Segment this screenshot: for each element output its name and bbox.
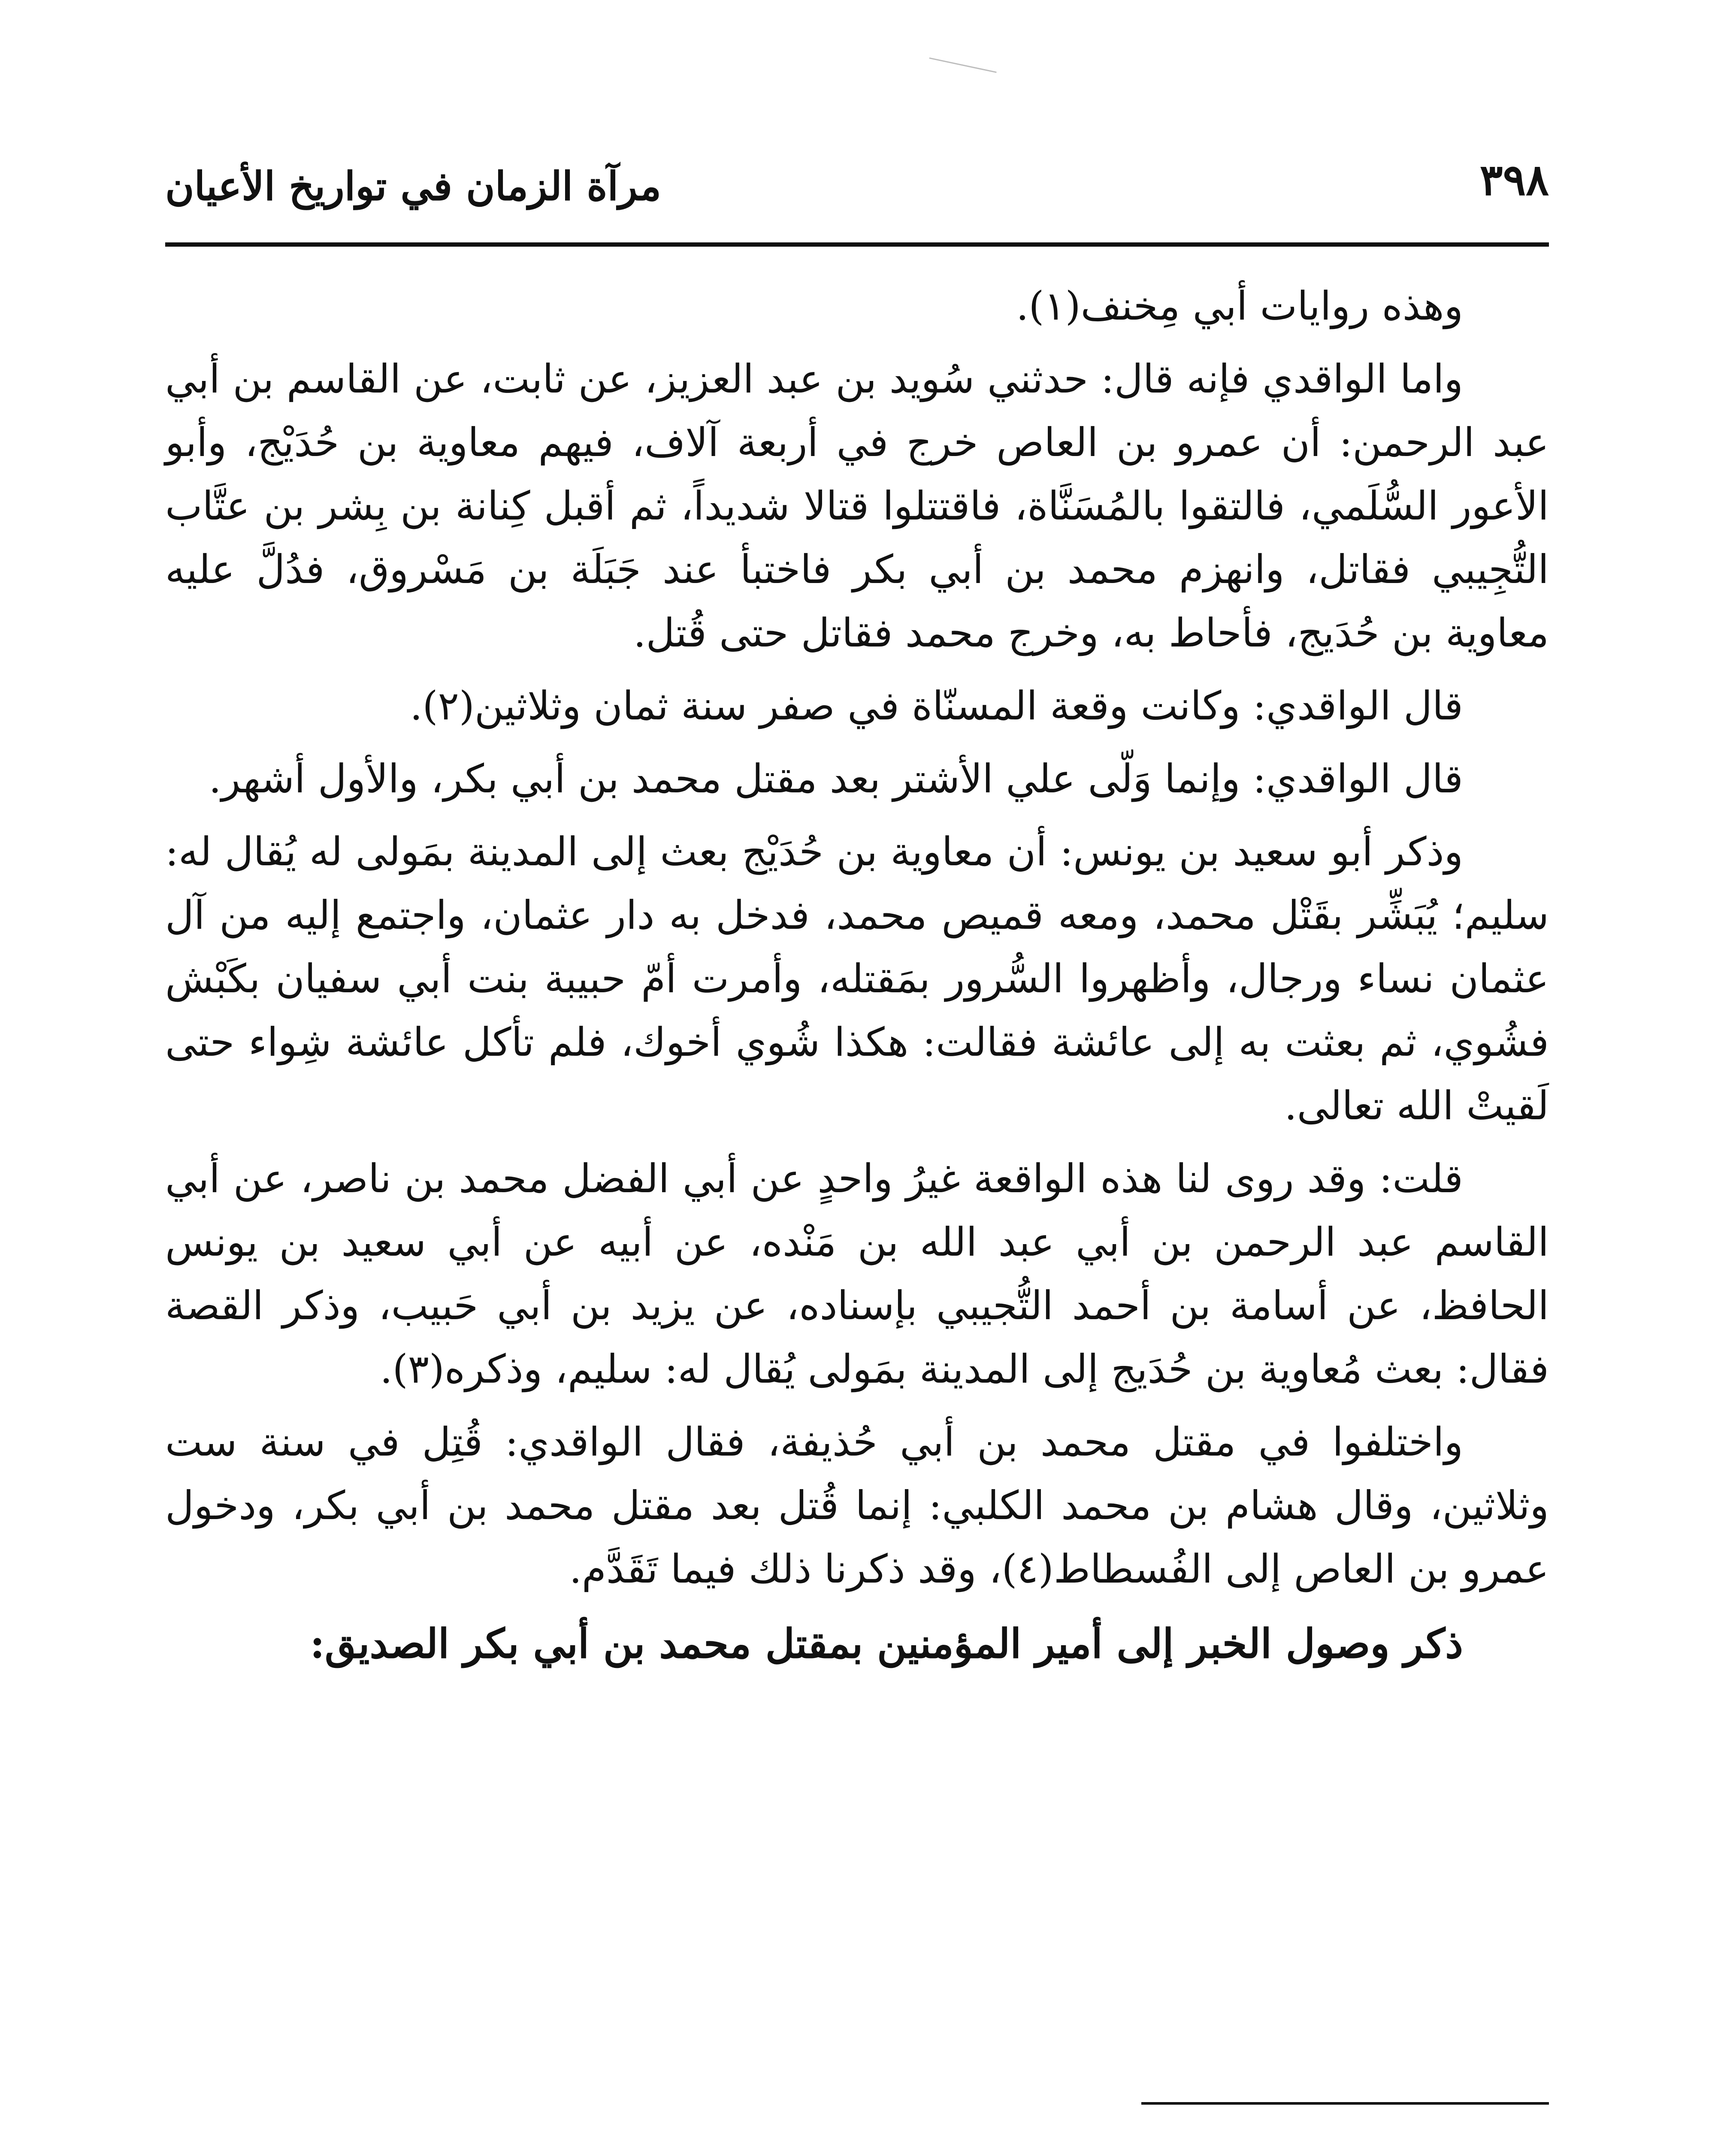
running-title: مرآة الزمان في تواريخ الأعيان xyxy=(165,163,662,209)
footnote xyxy=(165,2139,1549,2145)
paragraph: قال الواقدي: وكانت وقعة المسنّاة في صفر سنة ثمان وثلاثين(٢). xyxy=(410,683,1463,729)
paragraph: واختلفوا في مقتل محمد بن أبي حُذيفة، فقال الواقدي: قُتِل في سنة ست وثلاثين، وقال هشام بن محمد الكلبي: إنما قُتل بعد مقتل محمد بن أبي بكر، ودخول عمرو بن العاص إلى الفُسطاط(٤)، وقد ذكرنا ذلك فيما تَقَدَّم. xyxy=(165,1419,1549,1592)
page-header xyxy=(165,137,1549,247)
scan-mark xyxy=(925,57,996,90)
section-heading: ذكر وصول الخبر إلى أمير المؤمنين بمقتل محمد بن أبي بكر الصديق: xyxy=(310,1620,1463,1668)
footnotes xyxy=(165,2139,1549,2145)
footnote-divider xyxy=(1141,2102,1549,2105)
paragraph: واما الواقدي فإنه قال: حدثني سُويد بن عبد العزيز، عن ثابت، عن القاسم بن أبي عبد الرحمن: أن عمرو بن العاص خرج في أربعة آلاف، فيهم معاوية بن حُدَيْج، وأبو الأعور السُّلَمي، فالتقوا بالمُسَنَّاة، فاقتتلوا قتالا شديداً، ثم أقبل كِنانة بن بِشر بن عتَّاب التُّجِيبي فقاتل، وانهزم محمد بن أبي بكر فاختبأ عند جَبَلَة بن مَسْروق، فدُلَّ عليه معاوية بن حُدَيج، فأحاط به، وخرج محمد فقاتل حتى قُتل. xyxy=(165,356,1549,656)
page-number: ٣٩٨ xyxy=(1479,154,1549,205)
paragraph: وهذه روايات أبي مِخنف(١). xyxy=(1016,283,1463,329)
paragraph: وذكر أبو سعيد بن يونس: أن معاوية بن حُدَيْج بعث إلى المدينة بمَولى له يُقال له: سليم؛ يُبَشِّر بقَتْل محمد، ومعه قميص محمد، فدخل به دار عثمان، واجتمع إليه من آل عثمان نساء ورجال، وأظهروا السُّرور بمَقتله، وأمرت أمّ حبيبة بنت أبي سفيان بكَبْش فشُوي، ثم بعثت به إلى عائشة فقالت: هكذا شُوي أخوك، فلم تأكل عائشة شِواء حتى لَقيتْ الله تعالى. xyxy=(165,829,1549,1129)
paragraph: قال الواقدي: وإنما وَلّى علي الأشتر بعد مقتل محمد بن أبي بكر، والأول أشهر. xyxy=(209,756,1463,802)
main-text xyxy=(165,275,1549,1676)
paragraph: قلت: وقد روى لنا هذه الواقعة غيرُ واحدٍ عن أبي الفضل محمد بن ناصر، عن أبي القاسم عبد الرحمن بن أبي عبد الله بن مَنْده، عن أبيه عن أبي سعيد بن يونس الحافظ، عن أسامة بن أحمد التُّجيبي بإسناده، عن يزيد بن أبي حَبيب، وذكر القصة فقال: بعث مُعاوية بن حُدَيج إلى المدينة بمَولى يُقال له: سليم، وذكره(٣). xyxy=(165,1156,1549,1392)
